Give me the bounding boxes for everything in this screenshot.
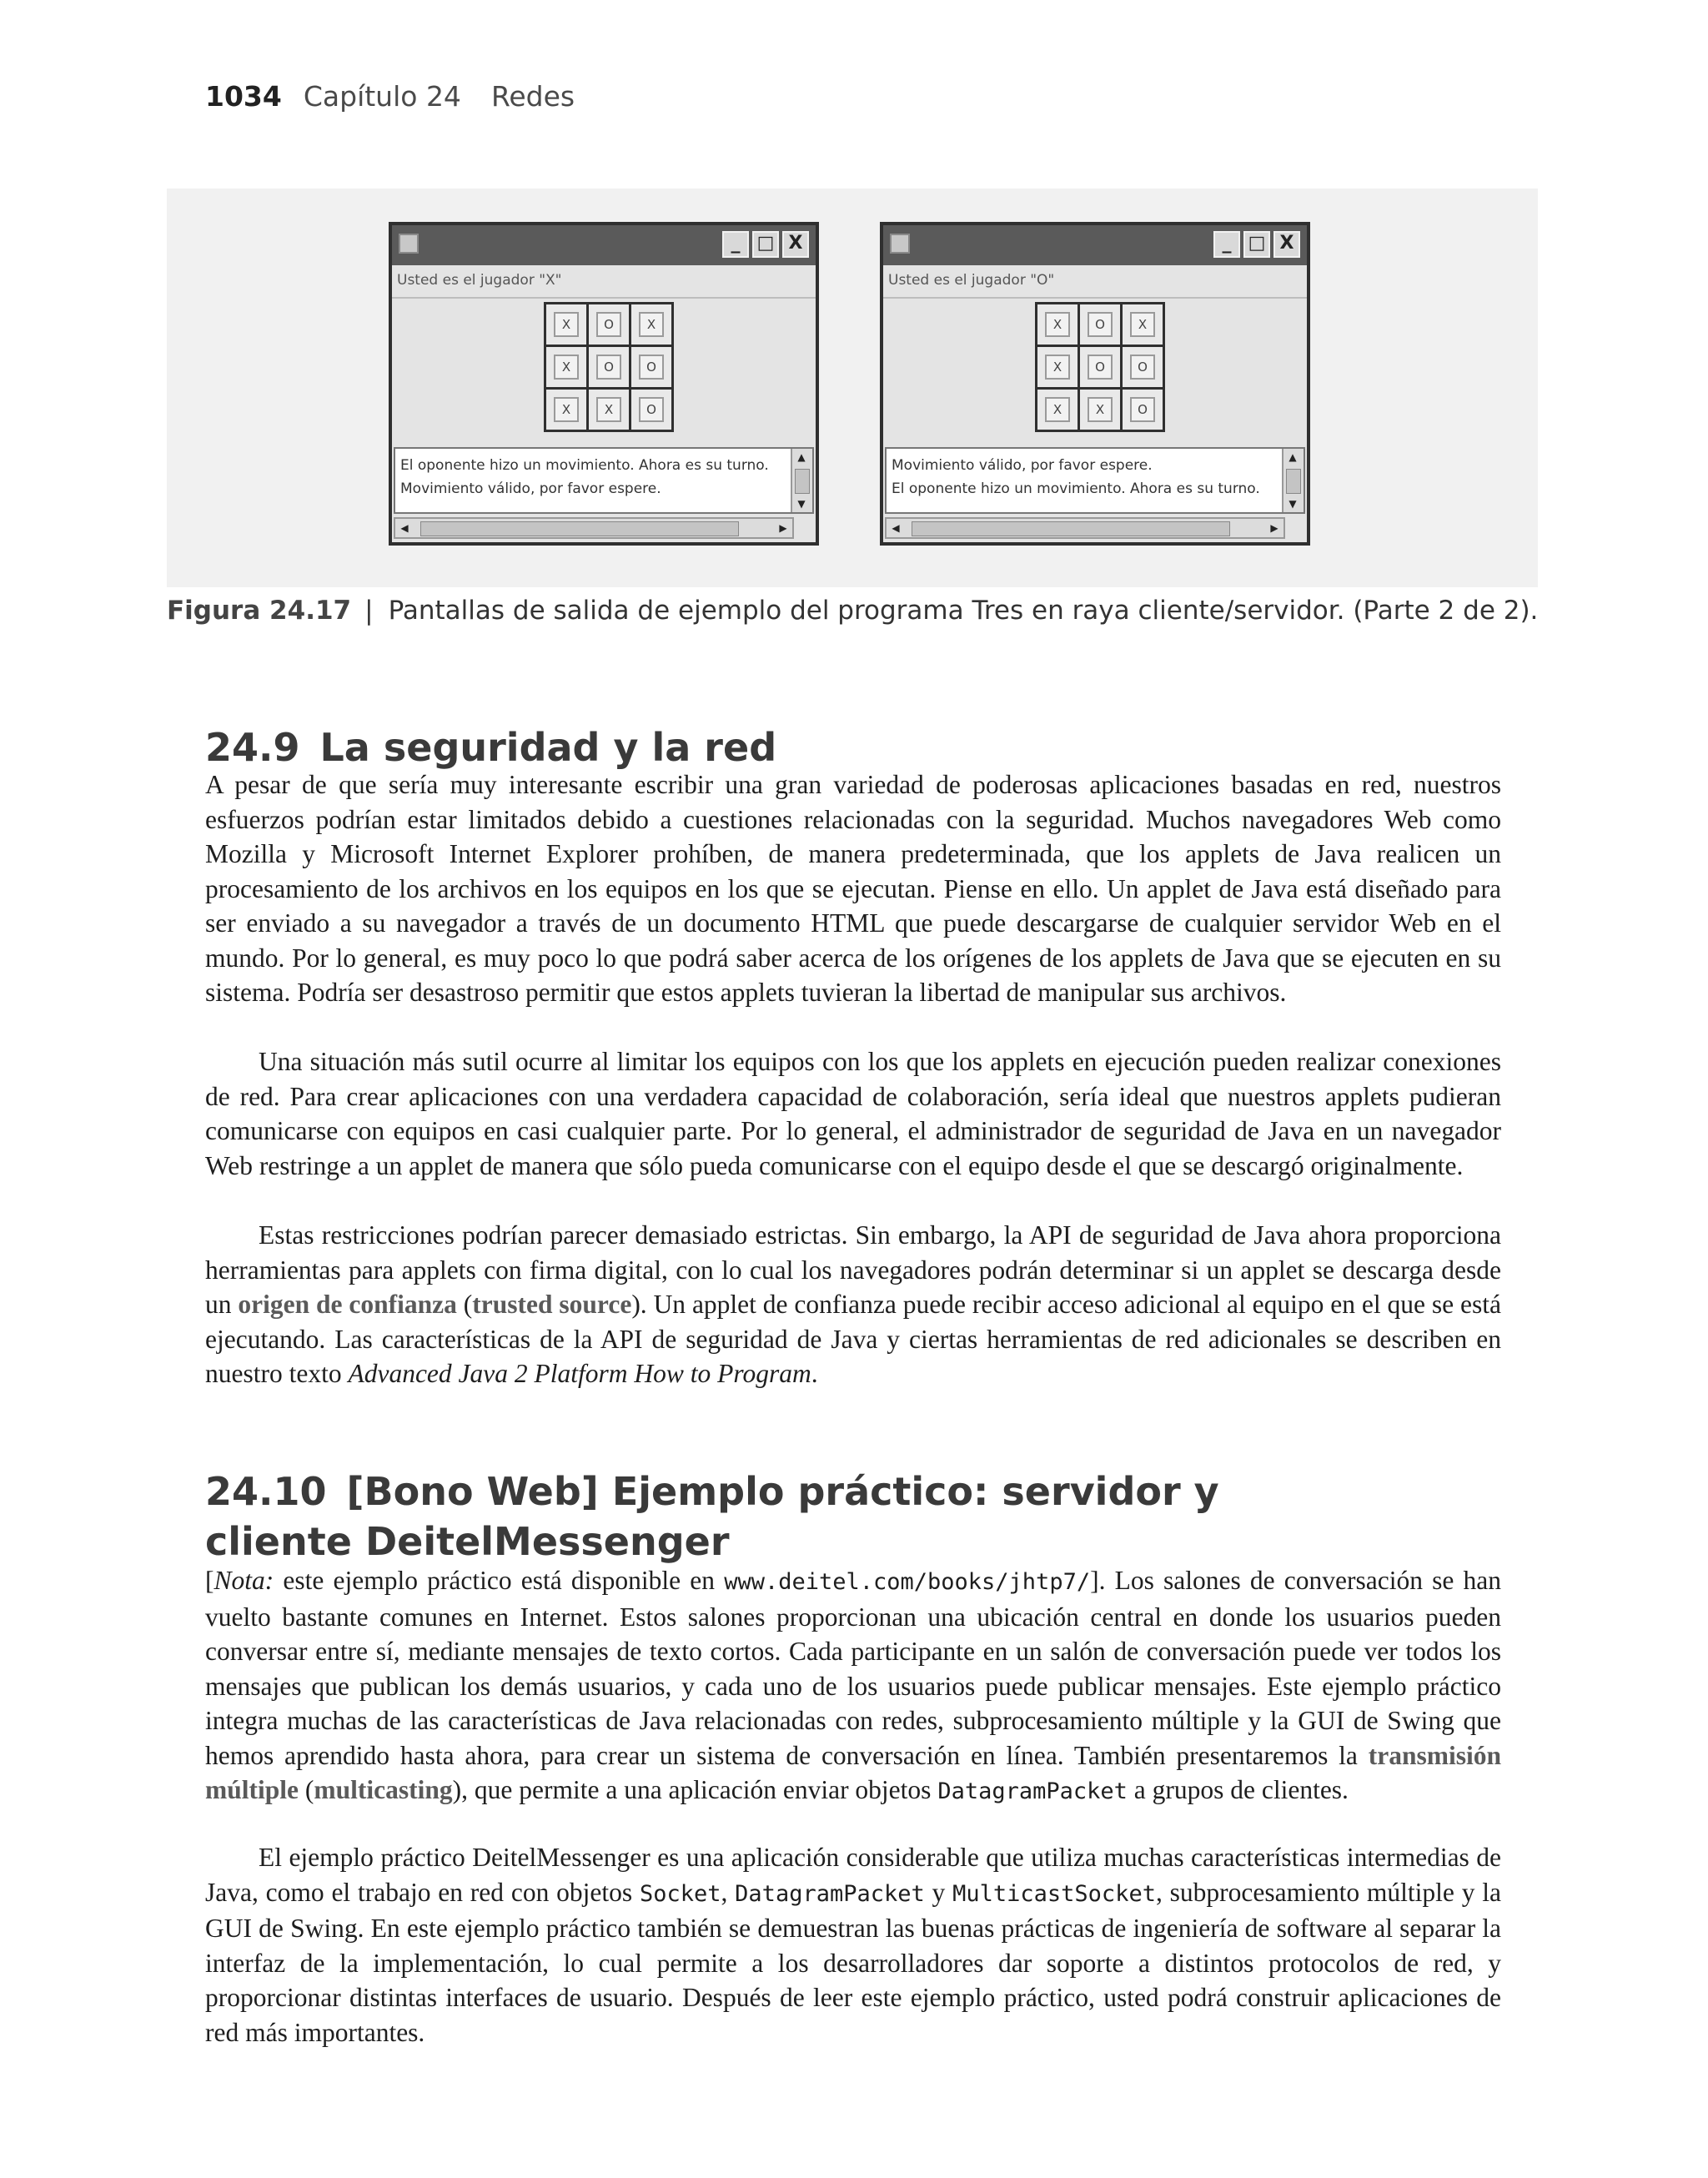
minimize-button[interactable]: _ <box>722 231 749 258</box>
note-label: Nota: <box>214 1566 274 1595</box>
board-cell[interactable] <box>1080 347 1120 387</box>
tic-tac-toe-window-o <box>880 222 1310 546</box>
paragraph: Estas restricciones podrían parecer demasiado estrictas. Sin embargo, la API de seguridad de Java ahora proporciona herramientas para applets con firma digital, con lo cual los navegadores podrán determinar si un applet se descarga desde un origen de confianza (trusted source). Un applet de confianza puede recibir acceso adicional al equipo en el que se está ejecutando. Las características de la API de seguridad de Java y ciertas herramientas de red adicionales se describen en nuestro texto Advanced Java 2 Platform How to Program. <box>205 1220 1502 1388</box>
board-cell[interactable] <box>1123 390 1163 430</box>
game-board <box>1035 302 1165 432</box>
scroll-up-icon[interactable]: ▲ <box>797 451 806 463</box>
board-cell[interactable] <box>1037 304 1078 345</box>
minimize-button[interactable]: _ <box>1213 231 1240 258</box>
keyword: origen de confianza <box>238 1290 457 1319</box>
board-cell[interactable] <box>631 390 671 430</box>
message-log[interactable] <box>394 447 814 514</box>
section-heading <box>205 722 776 772</box>
cell-mark: X <box>1045 397 1070 422</box>
cell-mark: O <box>596 355 621 380</box>
log-line: Movimiento válido, por favor espere. <box>892 457 1153 474</box>
board-cell[interactable] <box>631 347 671 387</box>
java-app-icon <box>399 234 419 254</box>
book-title: Advanced Java 2 Platform How to Program <box>348 1359 811 1388</box>
cell-mark: X <box>554 312 579 337</box>
horizontal-scrollbar[interactable] <box>394 517 794 539</box>
cell-mark: X <box>596 397 621 422</box>
title-bar <box>392 225 816 265</box>
cell-mark: X <box>639 312 664 337</box>
board-cell[interactable] <box>1123 347 1163 387</box>
figure-label: Figura 24.17 <box>167 596 352 626</box>
code-term: MulticastSocket <box>952 1880 1156 1907</box>
cell-mark: X <box>1088 397 1113 422</box>
url: www.deitel.com/books/jhtp7/ <box>724 1569 1091 1595</box>
board-cell[interactable] <box>1080 390 1120 430</box>
paragraph: Una situación más sutil ocurre al limitar los equipos con los que los applets en ejecución pueden realizar conexiones de red. Para crear aplicaciones con una verdadera capacidad de colaboración, sería ideal que nuestros applets pudieran comunicarse con equipos en casi cualquier parte. Por lo general, el administrador de seguridad de Java en un navegador Web restringe a un applet de manera que sólo pueda comunicarse con el equipo desde el que se descargó originalmente. <box>205 1047 1501 1180</box>
scroll-up-icon[interactable]: ▲ <box>1289 451 1297 463</box>
cell-mark: O <box>639 355 664 380</box>
close-button[interactable]: X <box>782 231 809 258</box>
cell-mark: O <box>1088 355 1113 380</box>
section-title: La seguridad y la red <box>319 725 777 770</box>
horizontal-scrollbar[interactable] <box>885 517 1285 539</box>
title-bar <box>883 225 1307 265</box>
log-line: El oponente hizo un movimiento. Ahora es su turno. <box>400 457 769 474</box>
paragraph: [Nota: este ejemplo práctico está disponible en www.deitel.com/books/jhtp7/]. Los salones de conversación se han vuelto bastante comunes en Internet. Estos salones proporcionan una ubicación central en donde los usuarios pueden conversar entre sí, mediante mensajes de texto cortos. Cada participante en un salón de conversación puede ver todos los mensajes que publican los demás usuarios, y cada uno de los usuarios puede publicar mensajes. Este ejemplo práctico integra muchas de las características de Java relacionadas con redes, subprocesamiento múltiple y la GUI de Swing que hemos aprendido hasta ahora, para crear un sistema de conversación en línea. También presentaremos la transmisión múltiple (multicasting), que permite a una aplicación enviar objetos DatagramPacket a grupos de clientes. <box>205 1566 1501 1804</box>
cell-mark: O <box>596 312 621 337</box>
java-app-icon <box>890 234 910 254</box>
keyword: trusted source <box>472 1290 632 1319</box>
maximize-button[interactable]: □ <box>752 231 779 258</box>
log-line: Movimiento válido, por favor espere. <box>400 480 661 497</box>
vertical-scrollbar[interactable] <box>791 449 812 512</box>
section-number: 24.10 <box>205 1469 327 1514</box>
scroll-thumb[interactable] <box>795 469 810 494</box>
board-cell[interactable] <box>546 390 586 430</box>
cell-mark: O <box>1130 397 1155 422</box>
scroll-thumb[interactable] <box>912 521 1230 536</box>
chapter-label: Capítulo 24 <box>303 80 461 113</box>
scroll-right-icon[interactable]: ▶ <box>1270 522 1278 534</box>
code-term: DatagramPacket <box>735 1880 925 1907</box>
board-cell[interactable] <box>1080 304 1120 345</box>
cell-mark: O <box>1088 312 1113 337</box>
caption-text: Pantallas de salida de ejemplo del programa Tres en raya cliente/servidor. (Parte 2 de 2). <box>388 596 1539 626</box>
cell-mark: O <box>1130 355 1155 380</box>
game-board <box>544 302 674 432</box>
tic-tac-toe-window-x <box>389 222 819 546</box>
paragraph: A pesar de que sería muy interesante escribir una gran variedad de poderosas aplicaciones basadas en red, nuestros esfuerzos podrían estar limitados debido a cuestiones relacionadas con la seguridad. Muchos navegadores Web como Mozilla y Microsoft Internet Explorer prohíben, de manera predeterminada, que los applets de Java realicen un procesamiento de los archivos en los equipos en los que se ejecutan. Piense en ello. Un applet de Java está diseñado para ser enviado a su navegador a través de un documento HTML que puede descargarse de cualquier servidor Web en el mundo. Por lo general, es muy poco lo que podrá saber acerca de los orígenes de los applets de Java que se ejecuten en su sistema. Podría ser desastroso permitir que estos applets tuvieran la libertad de manipular sus archivos. <box>205 770 1501 1007</box>
keyword: multicasting <box>314 1775 453 1804</box>
running-header <box>205 80 575 113</box>
board-cell[interactable] <box>546 347 586 387</box>
page-number: 1034 <box>205 80 282 113</box>
log-line: El oponente hizo un movimiento. Ahora es su turno. <box>892 480 1260 497</box>
cell-mark: X <box>1045 355 1070 380</box>
code-term: DatagramPacket <box>937 1778 1128 1804</box>
scroll-thumb[interactable] <box>420 521 739 536</box>
close-button[interactable]: X <box>1273 231 1300 258</box>
section-title: [Bono Web] Ejemplo práctico: servidor y cliente DeitelMessenger <box>205 1469 1219 1564</box>
figure-caption <box>167 596 1538 626</box>
player-status-label: Usted es el jugador "O" <box>883 265 1307 299</box>
board-cell[interactable] <box>589 304 629 345</box>
board-cell[interactable] <box>1037 390 1078 430</box>
scroll-left-icon[interactable]: ◀ <box>400 522 409 534</box>
cell-mark: X <box>1045 312 1070 337</box>
section-label: Redes <box>490 80 575 113</box>
board-cell[interactable] <box>1037 347 1078 387</box>
section-heading <box>205 1466 1373 1567</box>
scroll-down-icon[interactable]: ▼ <box>1289 498 1297 510</box>
scroll-left-icon[interactable]: ◀ <box>892 522 900 534</box>
scroll-down-icon[interactable]: ▼ <box>797 498 806 510</box>
keyword: transmisión múltiple <box>205 1740 1501 1804</box>
scroll-thumb[interactable] <box>1286 469 1301 494</box>
maximize-button[interactable]: □ <box>1243 231 1270 258</box>
message-log[interactable] <box>885 447 1305 514</box>
board-cell[interactable] <box>631 304 671 345</box>
cell-mark: X <box>554 355 579 380</box>
paragraph: El ejemplo práctico DeitelMessenger es una aplicación considerable que utiliza muchas características intermedias de Java, como el trabajo en red con objetos Socket, DatagramPacket y MulticastSocket, subprocesamiento múltiple y la GUI de Swing. En este ejemplo práctico también se demuestran las buenas prácticas de ingeniería de software al separar la interfaz de la implementación, lo cual permite a los desarrolladores dar soporte a distintos protocolos de red, y proporcionar distintas interfaces de usuario. Después de leer este ejemplo práctico, usted podrá construir aplicaciones de red más importantes. <box>205 1843 1501 2047</box>
section-number: 24.9 <box>205 725 300 770</box>
board-cell[interactable] <box>1123 304 1163 345</box>
cell-mark: O <box>639 397 664 422</box>
vertical-scrollbar[interactable] <box>1282 449 1304 512</box>
cell-mark: X <box>554 397 579 422</box>
scroll-right-icon[interactable]: ▶ <box>779 522 787 534</box>
player-status-label: Usted es el jugador "X" <box>392 265 816 299</box>
board-cell[interactable] <box>546 304 586 345</box>
figure-panel <box>167 189 1538 587</box>
board-cell[interactable] <box>589 390 629 430</box>
cell-mark: X <box>1130 312 1155 337</box>
code-term: Socket <box>639 1880 721 1907</box>
board-cell[interactable] <box>589 347 629 387</box>
caption-separator: | <box>364 596 374 626</box>
